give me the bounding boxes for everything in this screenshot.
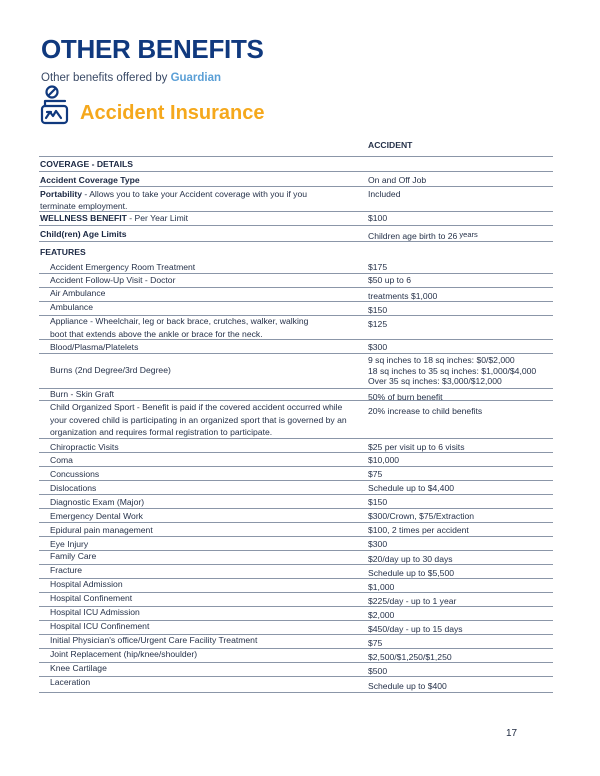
feature-value: $150 bbox=[368, 305, 388, 315]
table-row bbox=[39, 316, 553, 340]
feature-value: $300 bbox=[368, 539, 388, 549]
feature-label-line-1: Appliance - Wheelchair, leg or back brace, crutches, walker, walking bbox=[50, 316, 309, 326]
table-row bbox=[39, 649, 553, 663]
feature-label: Eye Injury bbox=[50, 539, 89, 549]
table-row bbox=[39, 621, 553, 635]
feature-label bbox=[39, 401, 366, 438]
accident-insurance-icon bbox=[39, 85, 73, 129]
feature-label: Coma bbox=[50, 455, 73, 465]
feature-label-line-1: Child Organized Sport - Benefit is paid if the covered accident occurred while bbox=[50, 402, 343, 412]
child-age-value: Children age birth to 26 bbox=[368, 231, 458, 241]
subtitle-prefix: Other benefits offered by bbox=[41, 72, 171, 84]
table-row bbox=[39, 401, 553, 439]
feature-label: Ambulance bbox=[50, 302, 93, 312]
feature-label: Concussions bbox=[50, 469, 100, 479]
feature-value: $75 bbox=[368, 469, 383, 479]
table-row bbox=[39, 302, 553, 316]
table-row bbox=[39, 551, 553, 565]
feature-label: Chiropractic Visits bbox=[50, 442, 119, 452]
feature-value: $300/Crown, $75/Extraction bbox=[368, 511, 475, 521]
table-row bbox=[39, 187, 553, 212]
feature-label: Burns (2nd Degree/3rd Degree) bbox=[50, 365, 171, 376]
table-row bbox=[39, 439, 553, 453]
features-heading: FEATURES bbox=[40, 247, 86, 257]
feature-label: Accident Emergency Room Treatment bbox=[50, 262, 196, 272]
table-row bbox=[39, 607, 553, 621]
table-row bbox=[39, 677, 553, 693]
feature-label: Hospital ICU Confinement bbox=[50, 621, 150, 631]
feature-value: Schedule up to $400 bbox=[368, 681, 447, 691]
feature-label: Emergency Dental Work bbox=[50, 511, 143, 521]
portability-value: Included bbox=[368, 189, 401, 199]
feature-value: $50 up to 6 bbox=[368, 275, 412, 285]
feature-label: Knee Cartilage bbox=[50, 663, 107, 673]
feature-label: Laceration bbox=[50, 677, 91, 687]
feature-value: $500 bbox=[368, 666, 388, 676]
feature-value: treatments $1,000 bbox=[368, 291, 438, 301]
page-title: OTHER BENEFITS bbox=[41, 34, 264, 64]
feature-value: 20% increase to child benefits bbox=[368, 406, 483, 416]
portability-desc-2: terminate employment. bbox=[40, 200, 128, 211]
feature-label: Blood/Plasma/Platelets bbox=[50, 342, 139, 352]
table-row bbox=[39, 537, 553, 551]
feature-label: Initial Physician's office/Urgent Care Facility Treatment bbox=[50, 635, 258, 645]
feature-value: $20/day up to 30 days bbox=[368, 554, 453, 564]
feature-value: Schedule up to $4,400 bbox=[368, 483, 455, 493]
wellness-desc: - Per Year Limit bbox=[126, 213, 189, 223]
table-row bbox=[39, 389, 553, 401]
feature-label: Family Care bbox=[50, 551, 97, 561]
feature-value: $10,000 bbox=[368, 455, 400, 465]
features-heading-row bbox=[39, 242, 553, 258]
table-row bbox=[39, 509, 553, 523]
feature-value: $2,000 bbox=[368, 610, 395, 620]
wellness-label: WELLNESS BENEFIT bbox=[40, 213, 127, 223]
column-header-accident: ACCIDENT bbox=[368, 140, 413, 150]
portability-desc: - Allows you to take your Accident coverage with you if you bbox=[82, 189, 308, 199]
feature-label: Joint Replacement (hip/knee/shoulder) bbox=[50, 649, 198, 659]
page-number: 17 bbox=[506, 728, 518, 739]
table-row bbox=[39, 288, 553, 302]
table-row bbox=[39, 565, 553, 579]
burns-tier-2: 18 sq inches to 35 sq inches: $1,000/$4,000 bbox=[368, 365, 537, 376]
table-row bbox=[39, 593, 553, 607]
feature-label bbox=[39, 316, 366, 339]
table-row bbox=[39, 226, 553, 242]
feature-label: Epidural pain management bbox=[50, 525, 153, 535]
feature-value: $100, 2 times per accident bbox=[368, 525, 469, 535]
feature-label: Diagnostic Exam (Major) bbox=[50, 497, 145, 507]
portability-label: Portability bbox=[40, 189, 83, 199]
table-header-row bbox=[39, 138, 553, 157]
coverage-type-label: Accident Coverage Type bbox=[40, 175, 140, 185]
feature-value: 50% of burn benefit bbox=[368, 392, 443, 402]
table-row bbox=[39, 481, 553, 495]
table-row bbox=[39, 354, 553, 389]
feature-value: $2,500/$1,250/$1,250 bbox=[368, 652, 452, 662]
table-row bbox=[39, 274, 553, 288]
feature-label: Accident Follow-Up Visit - Doctor bbox=[50, 275, 176, 285]
child-age-value-suffix: years bbox=[457, 230, 478, 239]
feature-label: Hospital Admission bbox=[50, 579, 123, 589]
feature-value bbox=[366, 355, 553, 387]
burns-tier-3: Over 35 sq inches: $3,000/$12,000 bbox=[368, 376, 502, 387]
feature-value: $300 bbox=[368, 342, 388, 352]
feature-value: Schedule up to $5,500 bbox=[368, 568, 455, 578]
table-row bbox=[39, 172, 553, 187]
feature-value: $225/day - up to 1 year bbox=[368, 596, 457, 606]
coverage-type-value: On and Off Job bbox=[368, 175, 427, 185]
feature-value: $75 bbox=[368, 638, 383, 648]
feature-value: $1,000 bbox=[368, 582, 395, 592]
feature-label: Air Ambulance bbox=[50, 288, 106, 298]
benefits-table bbox=[39, 138, 553, 693]
feature-label: Fracture bbox=[50, 565, 82, 575]
table-row bbox=[39, 453, 553, 467]
feature-label-line-2: your covered child is participating in an organized sport that is governed by an bbox=[50, 414, 347, 425]
child-age-label: Child(ren) Age Limits bbox=[40, 229, 127, 239]
feature-label-line-2: boot that extends above the ankle or brace for the neck. bbox=[50, 328, 263, 339]
table-row bbox=[39, 663, 553, 677]
feature-value: $25 per visit up to 6 visits bbox=[368, 442, 465, 452]
coverage-heading-row bbox=[39, 157, 553, 172]
feature-label: Hospital ICU Admission bbox=[50, 607, 140, 617]
brand-name: Guardian bbox=[170, 72, 222, 84]
page-subtitle bbox=[41, 72, 221, 84]
feature-value: $150 bbox=[368, 497, 388, 507]
feature-label: Hospital Confinement bbox=[50, 593, 133, 603]
table-row bbox=[39, 212, 553, 226]
table-row bbox=[39, 467, 553, 481]
burns-tier-1: 9 sq inches to 18 sq inches: $0/$2,000 bbox=[368, 355, 515, 366]
feature-value: $175 bbox=[368, 262, 388, 272]
table-row bbox=[39, 523, 553, 537]
wellness-value: $100 bbox=[368, 213, 388, 223]
section-title: Accident Insurance bbox=[80, 102, 265, 124]
feature-value: $125 bbox=[368, 319, 388, 329]
feature-label-line-3: organization and requires formal registration to participate. bbox=[50, 427, 273, 437]
feature-label: Burn - Skin Graft bbox=[50, 389, 114, 399]
table-row bbox=[39, 579, 553, 593]
coverage-heading: COVERAGE - DETAILS bbox=[40, 159, 133, 169]
table-row bbox=[39, 495, 553, 509]
feature-value: $450/day - up to 15 days bbox=[368, 624, 463, 634]
table-row bbox=[39, 635, 553, 649]
table-row bbox=[39, 258, 553, 274]
table-row bbox=[39, 340, 553, 354]
feature-label: Dislocations bbox=[50, 483, 97, 493]
